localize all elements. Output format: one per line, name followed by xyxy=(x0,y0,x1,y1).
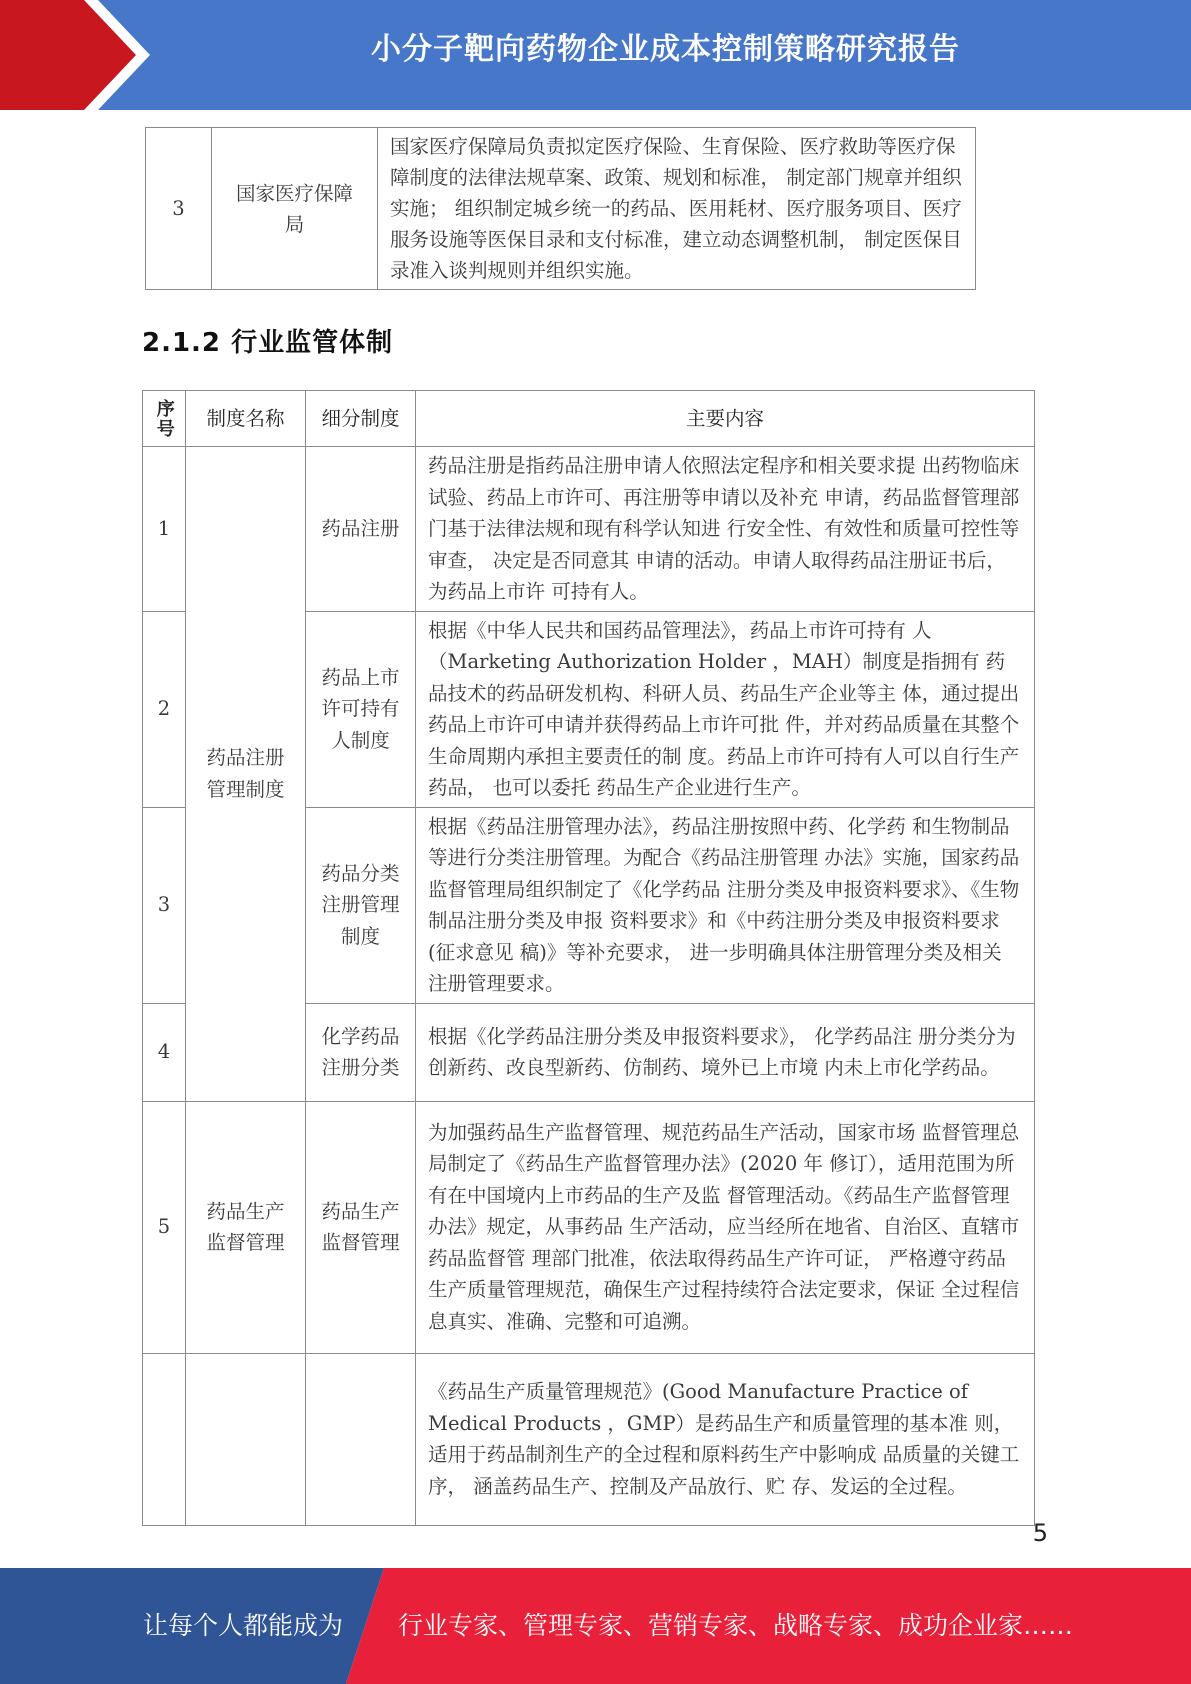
system-name-production: 药品生产监督管理 xyxy=(186,1101,306,1353)
footer-bar xyxy=(0,1568,1191,1684)
system-name-empty xyxy=(186,1353,306,1525)
page-number: 5 xyxy=(1032,1519,1048,1547)
header-cell-main-content: 主要内容 xyxy=(416,391,1035,447)
main-content: 根据《化学药品注册分类及申报资料要求》， 化学药品注 册分类分为创新药、改良型新药、仿制药、境外已上市境 内未上市化学药品。 xyxy=(416,1003,1035,1101)
footer-slogan-right: 行业专家、管理专家、营销专家、战略专家、成功企业家…… xyxy=(398,1611,1074,1640)
footer-slogan-left: 让每个人都能成为 xyxy=(143,1611,344,1640)
header-cell-number: 序号 xyxy=(143,391,186,447)
system-name-registration: 药品注册管理制度 xyxy=(186,447,306,1102)
main-content: 《药品生产质量管理规范》(Good Manufacture Practice of Medical Products ，GMP）是药品生产和质量管理的基本准 则，适用于药品制剂生产的全过程和原料药生产中影响成 品质量的关键工序， 涵盖药品生产、控制及产品放行、贮 存、发运的全过程。 xyxy=(416,1353,1035,1525)
agency-duties: 国家医疗保障局负责拟定医疗保险、生育保险、医疗救助等医疗保障制度的法律法规草案、政策、规划和标准， 制定部门规章并组织实施； 组织制定城乡统一的药品、医用耗材、医疗服务项目、医疗服务设施等医保目录和支付标准，建立动态调整机制， 制定医保目录准入谈判规则并组织实施。 xyxy=(378,128,976,290)
row-number: 5 xyxy=(143,1101,186,1353)
main-content: 为加强药品生产监督管理、规范药品生产活动，国家市场 监督管理总局制定了《药品生产监督管理办法》(2020 年 修订），适用范围为所有在中国境内上市药品的生产及监 督管理活动。《药品生产监督管理办法》规定，从事药品 生产活动，应当经所在地省、自治区、直辖市药品监督管 理部门批准，依法取得药品生产许可证， 严格遵守药品生产质量管理规范，确保生产过程持续符合法定要求，保证 全过程信息真实、准确、完整和可追溯。 xyxy=(416,1101,1035,1353)
main-content: 根据《药品注册管理办法》，药品注册按照中药、化学药 和生物制品等进行分类注册管理。为配合《药品注册管理 办法》实施，国家药品监督管理局组织制定了《化学药品 注册分类及申报资料要求》、《生物制品注册分类及申报 资料要求》和《中药注册分类及申报资料要求(征求意见 稿)》等补充要求， 进一步明确具体注册管理分类及相关 注册管理要求。 xyxy=(416,807,1035,1003)
row-number: 1 xyxy=(143,447,186,612)
header-chevron-decoration xyxy=(0,0,160,110)
header-cell-sub-system: 细分制度 xyxy=(306,391,416,447)
agency-table xyxy=(145,127,976,290)
table-row xyxy=(143,1101,1035,1353)
row-number xyxy=(143,1353,186,1525)
header-bar xyxy=(0,0,1191,110)
sub-system: 药品注册 xyxy=(306,447,416,612)
table-row xyxy=(143,1353,1035,1525)
row-number: 4 xyxy=(143,1003,186,1101)
sub-system: 化学药品注册分类 xyxy=(306,1003,416,1101)
table-header-row xyxy=(143,391,1035,447)
section-heading: 2.1.2 行业监管体制 xyxy=(142,328,394,358)
sub-system: 药品分类注册管理制度 xyxy=(306,807,416,1003)
regulation-table xyxy=(142,390,1035,1526)
agency-name: 国家医疗保障局 xyxy=(212,128,378,290)
row-number: 3 xyxy=(143,807,186,1003)
row-number: 3 xyxy=(146,128,212,290)
sub-system: 药品生产监督管理 xyxy=(306,1101,416,1353)
table-row xyxy=(143,447,1035,612)
table-row xyxy=(146,128,976,290)
header-cell-system-name: 制度名称 xyxy=(186,391,306,447)
sub-system: 药品上市许可持有人制度 xyxy=(306,611,416,807)
main-content: 根据《中华人民共和国药品管理法》，药品上市许可持有 人（Marketing Authorization Holder ，MAH）制度是指拥有 药品技术的药品研发机构、科研人员、药品生产企业等主 体，通过提出药品上市许可申请并获得药品上市许可批 件，并对药品质量在其整个生命周期内承担主要责任的制 度。药品上市许可持有人可以自行生产药品， 也可以委托 药品生产企业进行生产。 xyxy=(416,611,1035,807)
main-content: 药品注册是指药品注册申请人依照法定程序和相关要求提 出药物临床试验、药品上市许可、再注册等申请以及补充 申请，药品监督管理部门基于法律法规和现有科学认知进 行安全性、有效性和质量可控性等审查， 决定是否同意其 申请的活动。申请人取得药品注册证书后，为药品上市许 可持有人。 xyxy=(416,447,1035,612)
report-title: 小分子靶向药物企业成本控制策略研究报告 xyxy=(371,32,960,67)
sub-system xyxy=(306,1353,416,1525)
row-number: 2 xyxy=(143,611,186,807)
